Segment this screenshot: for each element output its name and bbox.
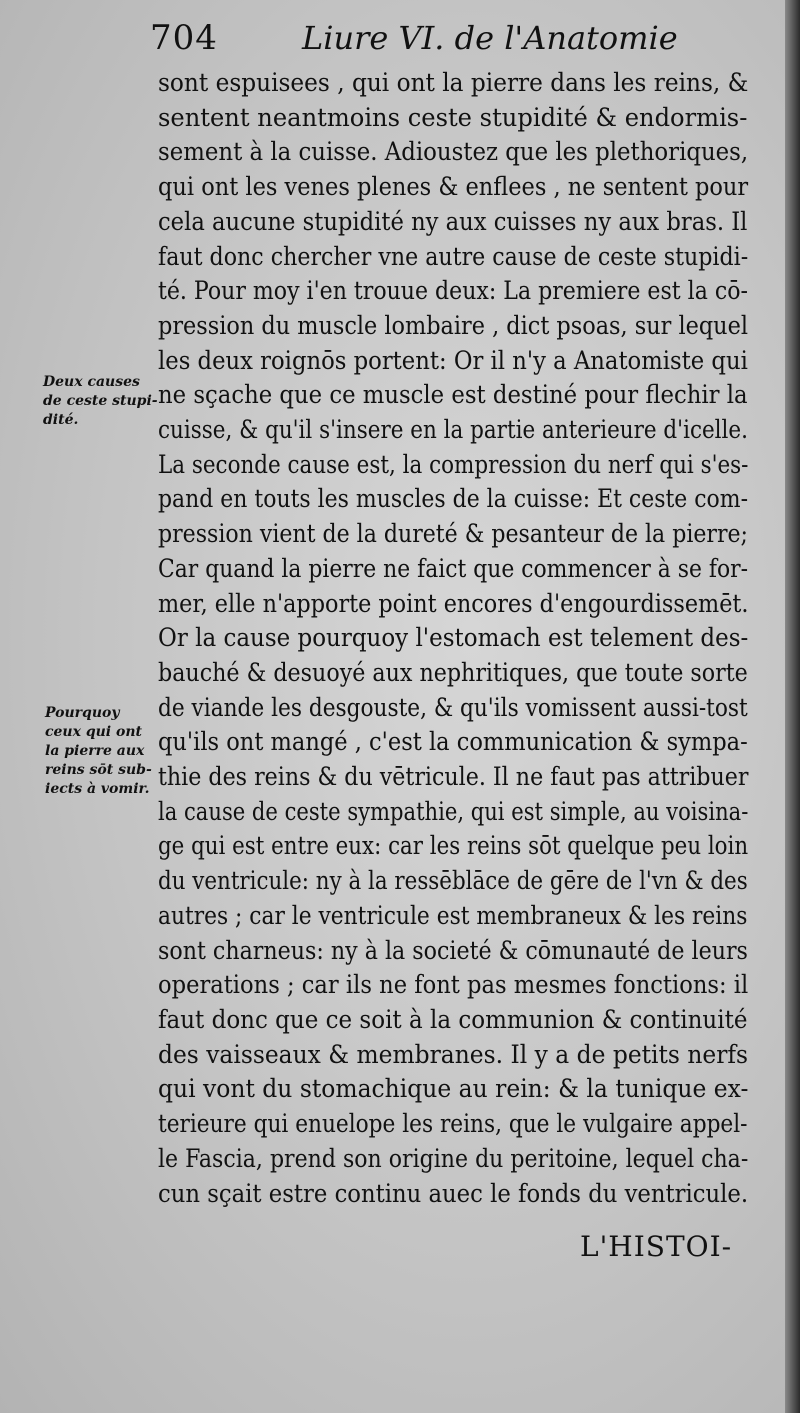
text-line: cela aucune stupidité ny aux cuisses ny aux bras. Il [158,206,748,236]
text-line: faut donc que ce soit à la communion & continuité [158,1004,748,1034]
catchword: L'HISTOI- [580,1230,733,1263]
margin-note-line: Deux causes [43,374,140,390]
page-edge-shadow [785,0,800,1413]
page-number: 704 [150,18,218,58]
text-line: sement à la cuisse. Adioustez que les plethoriques, [158,137,749,167]
margin-note-line: iects à vomir. [45,781,150,797]
text-line: les deux roignōs portent: Or il n'y a Anatomiste qui [158,345,748,375]
text-line: sont espuisees , qui ont la pierre dans les reins, & [158,68,749,97]
text-line: autres ; car le ventricule est membraneux & les reins [158,900,748,930]
text-line: des vaisseaux & membranes. Il y a de petits nerfs [158,1039,749,1069]
text-line: cun sçait estre continu auec le fonds du ventricule. [158,1178,749,1208]
text-line: qui ont les venes plenes & enflees , ne sentent pour [158,172,749,202]
margin-note-causes [43,373,158,430]
text-line: mer, elle n'apporte point encores d'engourdissemēt. [158,588,749,618]
margin-note-line: Pourquoy [45,705,120,721]
text-line: de viande les desgouste, & qu'ils vomissent aussi-tost [158,692,748,722]
text-line: ge qui est entre eux: car les reins sōt quelque peu loin [158,831,749,861]
running-head [150,14,678,58]
text-line: du ventricule: ny à la ressēblāce de gēre de l'vn & des [158,866,748,896]
margin-note-line: dité. [43,412,79,428]
text-line: pression vient de la dureté & pesanteur de la pierre; [158,519,748,549]
text-line: qu'ils ont mangé , c'est la communication & sympa- [158,727,748,757]
text-line: Or la cause pourquoy l'estomach est telement des- [158,623,749,653]
running-title: Liure VI. de l'Anatomie [302,19,678,57]
text-line: Car quand la pierre ne faict que commencer à se for- [158,553,749,583]
text-line: sont charneus: ny à la societé & cōmunauté de leurs [158,935,748,965]
margin-note-line: ceux qui ont [45,724,142,740]
text-line: qui vont du stomachique au rein: & la tunique ex- [158,1074,749,1104]
body-text [158,66,748,1211]
text-line: sentent neantmoins ceste stupidité & endormis- [158,102,748,132]
text-line: faut donc chercher vne autre cause de ceste stupidi- [158,241,749,271]
text-line: operations ; car ils ne font pas mesmes fonctions: il [158,970,749,1000]
text-line: pression du muscle lombaire , dict psoas, sur lequel [158,310,748,340]
margin-note-vomiting [45,704,152,799]
text-line: La seconde cause est, la compression du nerf qui s'es- [158,449,749,479]
margin-note-line: reins sōt sub- [45,762,152,778]
margin-note-line: de ceste stupi- [43,393,158,409]
text-line: terieure qui enuelope les reins, que le vulgaire appel- [158,1109,748,1139]
text-line: té. Pour moy i'en trouue deux: La premiere est la cō- [158,276,748,306]
margin-note-line: la pierre aux [45,743,145,759]
text-line: cuisse, & qu'il s'insere en la partie anterieure d'icelle. [158,415,748,445]
text-line: pand en touts les muscles de la cuisse: Et ceste com- [158,484,749,514]
text-line: thie des reins & du vētricule. Il ne faut pas attribuer [158,762,749,792]
text-line: la cause de ceste sympathie, qui est simple, au voisina- [158,796,749,826]
text-line: ne sçache que ce muscle est destiné pour flechir la [158,380,748,410]
text-line: le Fascia, prend son origine du peritoine, lequel cha- [158,1143,749,1173]
text-line: bauché & desuoyé aux nephritiques, que toute sorte [158,657,748,687]
